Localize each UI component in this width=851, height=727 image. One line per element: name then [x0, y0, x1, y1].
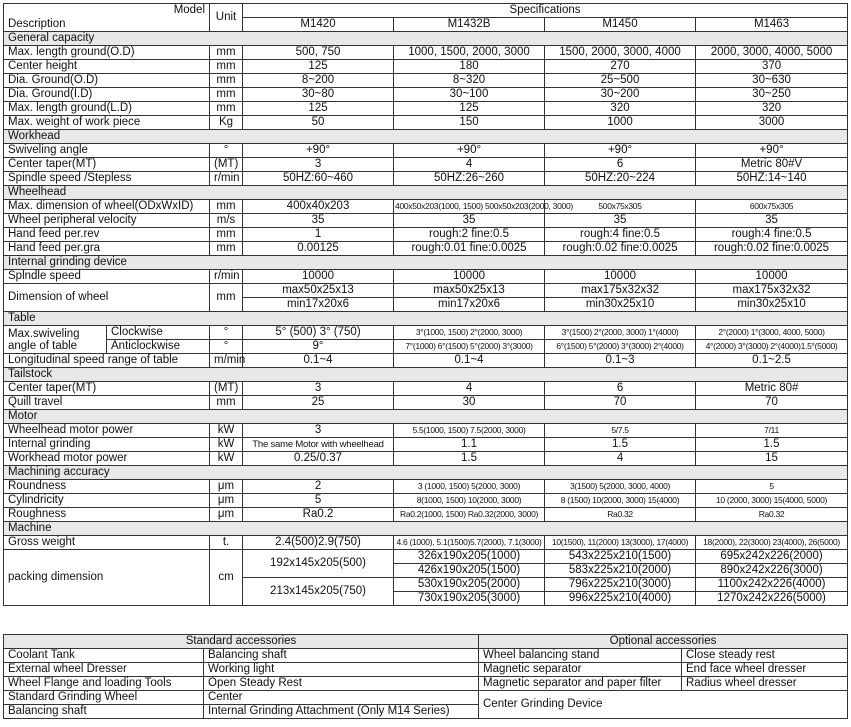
list-item: Coolant Tank Balancing shaft Wheel balancing stand Close steady rest: [4, 649, 848, 663]
list-item: Wheel Flange and loading Tools Open Steady Rest Magnetic separator and paper filter Radius wheel dresser: [4, 677, 848, 691]
section-general: General capacity: [4, 32, 848, 46]
section-motor: Motor: [4, 410, 848, 424]
table-row: 213x145x205(750) 530x190x205(2000) 796x225x210(3000) 1100x242x226(4000): [4, 578, 848, 592]
section-workhead: Workhead: [4, 130, 848, 144]
standard-accessories-title: Standard accessories: [4, 635, 479, 649]
table-row: Max. length ground(L.D) mm 125 125 320 320: [4, 102, 848, 116]
model-m1450: M1450: [545, 18, 696, 32]
section-accuracy: Machining accuracy: [4, 466, 848, 480]
table-row: Max. dimension of wheel(ODxWxID) mm 400x40x203 400x50x203(1000, 1500) 500x50x203(2000, 3000) 500x75x305 600x75x305: [4, 200, 848, 214]
table-row: Dia. Ground(I.D) mm 30~80 30~100 30~200 30~250: [4, 88, 848, 102]
list-item: External wheel Dresser Working light Magnetic separator End face wheel dresser: [4, 663, 848, 677]
model-m1463: M1463: [696, 18, 848, 32]
list-item: Standard Grinding Wheel Center Center Grinding Device: [4, 691, 848, 705]
table-row: Wheelhead motor power kW 3 5.5(1000, 1500) 7.5(2000, 3000) 5/7.5 7/11: [4, 424, 848, 438]
table-row: 730x190x205(3000) 996x225x210(4000) 1270x242x226(5000): [4, 592, 848, 606]
table-row: Longitudinal speed range of table m/min 0.1~4 0.1~4 0.1~3 0.1~2.5: [4, 354, 848, 368]
accessories-table: [3, 634, 848, 719]
table-row: Max. weight of work piece Kg 50 150 1000 3000: [4, 116, 848, 130]
specifications-header: Specifications: [243, 4, 848, 18]
table-row: Splndle speed r/min 10000 10000 10000 10000: [4, 270, 848, 284]
table-row: Roughness μm Ra0.2 Ra0.2(1000, 1500) Ra0.32(2000, 3000) Ra0.32 Ra0.32: [4, 508, 848, 522]
header-row-2: [4, 18, 848, 32]
table-row: Workhead motor power kW 0.25/0.37 1.5 4 15: [4, 452, 848, 466]
table-row: Anticlockwise ° 9° 7°(1000) 6°(1500) 5°(2000) 3°(3000) 6°(1500) 5°(2000) 3°(3000) 2°(4000) 4°(2000) 3°(3000) 2°(4000)1.5°(5000): [4, 340, 848, 354]
table-row: Internal grinding kW The same Motor with wheelhead 1.1 1.5 1.5: [4, 438, 848, 452]
section-tailstock: Tailstock: [4, 368, 848, 382]
model-header: Model: [4, 4, 210, 18]
accessories-header-row: [4, 635, 848, 649]
table-row: Max. length ground(O.D) mm 500, 750 1000, 1500, 2000, 3000 1500, 2000, 3000, 4000 2000, 3000, 4000, 5000: [4, 46, 848, 60]
model-m1432b: M1432B: [394, 18, 545, 32]
section-table: Table: [4, 312, 848, 326]
table-row: Gross weight t. 2.4(500)2.9(750) 4.6 (1000), 5.1(1500)5.7(2000), 7.1(3000) 10(1500), 11(2000) 13(3000), 17(4000) 18(2000), 22(3000) 23(4000), 26(5000): [4, 536, 848, 550]
table-row: Hand feed per.rev mm 1 rough:2 fine:0.5 rough:4 fine:0.5 rough:4 fine:0.5: [4, 228, 848, 242]
table-row: Center taper(MT) (MT) 3 4 6 Metric 80#V: [4, 158, 848, 172]
section-machine: Machine: [4, 522, 848, 536]
table-row: Center height mm 125 180 270 370: [4, 60, 848, 74]
table-row: Dimension of wheel mm max50x25x13 max50x25x13 max175x32x32 max175x32x32: [4, 284, 848, 298]
table-row: Swiveling angle ° +90° +90° +90° +90°: [4, 144, 848, 158]
table-row: packing dimension cm 192x145x205(500) 326x190x205(1000) 543x225x210(1500) 695x242x226(2000): [4, 550, 848, 564]
specifications-table: [3, 3, 848, 606]
table-row: Max.swiveling angle of table Clockwise ° 5° (500) 3° (750) 3°(1000, 1500) 2°(2000, 3000) 3°(1500) 2°(2000, 3000) 1°(4000) 2°(2000) 1°(3000, 4000, 5000): [4, 326, 848, 340]
optional-accessories-title: Optional accessories: [479, 635, 848, 649]
table-row: Quill travel mm 25 30 70 70: [4, 396, 848, 410]
unit-header: Unit: [210, 4, 243, 32]
list-item: Balancing shaft Internal Grinding Attachment (Only M14 Series): [4, 705, 848, 719]
header-row-1: [4, 4, 848, 18]
table-row: Roundness μm 2 3 (1000, 1500) 5(2000, 3000) 3(1500) 5(2000, 3000, 4000) 5: [4, 480, 848, 494]
table-row: Wheel peripheral velocity m/s 35 35 35 35: [4, 214, 848, 228]
table-row: 426x190x205(1500) 583x225x210(2000) 890x242x226(3000): [4, 564, 848, 578]
table-row: Center taper(MT) (MT) 3 4 6 Metric 80#: [4, 382, 848, 396]
table-row: Cylindricity μm 5 8(1000, 1500) 10(2000, 3000) 8 (1500) 10(2000, 3000) 15(4000) 10 (2000, 3000) 15(4000, 5000): [4, 494, 848, 508]
section-wheelhead: Wheelhead: [4, 186, 848, 200]
description-header: Description: [4, 18, 210, 32]
table-row: Dia. Ground(O.D) mm 8~200 8~320 25~500 30~630: [4, 74, 848, 88]
table-row: min17x20x6 min17x20x6 min30x25x10 min30x25x10: [4, 298, 848, 312]
table-row: Hand feed per.gra mm 0.00125 rough:0.01 fine:0.0025 rough:0.02 fine:0.0025 rough:0.02 fine:0.0025: [4, 242, 848, 256]
table-row: Spindle speed /Stepless r/min 50HZ:60~460 50HZ:26~260 50HZ:20~224 50HZ:14~140: [4, 172, 848, 186]
model-m1420: M1420: [243, 18, 394, 32]
section-internal-grinding: Internal grinding device: [4, 256, 848, 270]
